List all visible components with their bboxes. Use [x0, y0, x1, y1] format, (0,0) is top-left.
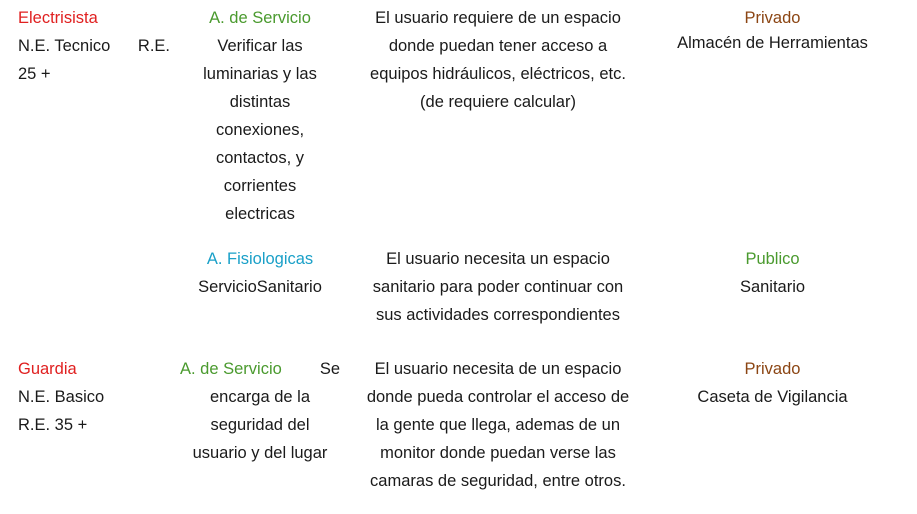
need-type: A. de Servicio: [180, 360, 282, 378]
row-guardia-need-cell: [180, 355, 340, 467]
row-fisiologicas-need-cell: [178, 245, 342, 301]
need-type-line: [180, 355, 340, 383]
role-re-value: R.E. 35 +: [18, 416, 88, 434]
row-fisiologicas-description-cell: [348, 245, 648, 329]
need-line: seguridad del: [210, 416, 310, 434]
role-level: N.E. Basico: [18, 388, 105, 406]
need-line: encarga de la: [210, 388, 310, 406]
need-line: electricas: [225, 205, 295, 223]
space-name: Sanitario: [739, 278, 806, 296]
need-line: Verificar las: [217, 37, 303, 55]
role-re-value: 25 +: [18, 65, 51, 83]
row-electrisista-space-cell: [660, 4, 885, 57]
row-electrisista-need-cell: [178, 4, 342, 228]
description-line: (de requiere calcular): [420, 93, 576, 111]
role-name: Guardia: [18, 360, 77, 378]
need-line: conexiones,: [215, 121, 305, 139]
description-line: sanitario para poder continuar con: [372, 278, 624, 296]
need-line: distintas: [229, 93, 291, 111]
description-line: El usuario necesita un espacio: [386, 250, 610, 268]
description-line: camaras de seguridad, entre otros.: [370, 472, 626, 490]
privacy-label: Privado: [744, 9, 801, 27]
role-re-label: R.E.: [137, 37, 170, 55]
need-line: luminarias y las: [203, 65, 317, 83]
need-type: A. de Servicio: [209, 9, 311, 27]
row-guardia-role-cell: [18, 355, 183, 439]
need-type: A. Fisiologicas: [206, 250, 314, 268]
role-level-line: [18, 32, 170, 60]
privacy-label: Publico: [745, 250, 800, 268]
row-electrisista-description-cell: [348, 4, 648, 116]
space-name: Almacén de Herramientas: [677, 34, 868, 52]
role-name: Electrisista: [18, 9, 98, 27]
description-line: El usuario necesita de un espacio: [374, 360, 622, 378]
role-level: N.E. Tecnico: [18, 37, 111, 55]
description-line: donde pueda controlar el acceso de: [366, 388, 630, 406]
row-guardia-space-cell: [660, 355, 885, 411]
need-line: usuario y del lugar: [192, 444, 328, 462]
row-electrisista-role-cell: [18, 4, 183, 88]
description-line: El usuario requiere de un espacio: [375, 9, 621, 27]
description-line: equipos hidráulicos, eléctricos, etc.: [370, 65, 626, 83]
row-fisiologicas-space-cell: [660, 245, 885, 301]
need-line: ServicioSanitario: [198, 278, 322, 296]
description-line: monitor donde puedan verse las: [380, 444, 616, 462]
privacy-label: Privado: [744, 360, 801, 378]
need-line: corrientes: [223, 177, 297, 195]
space-name: Caseta de Vigilancia: [697, 388, 848, 406]
need-line: contactos, y: [215, 149, 305, 167]
row-guardia-description-cell: [348, 355, 648, 495]
description-line: donde puedan tener acceso a: [388, 37, 608, 55]
description-line: sus actividades correspondientes: [376, 306, 620, 324]
need-type-suffix: Se: [319, 360, 340, 378]
description-line: la gente que llega, ademas de un: [375, 416, 621, 434]
